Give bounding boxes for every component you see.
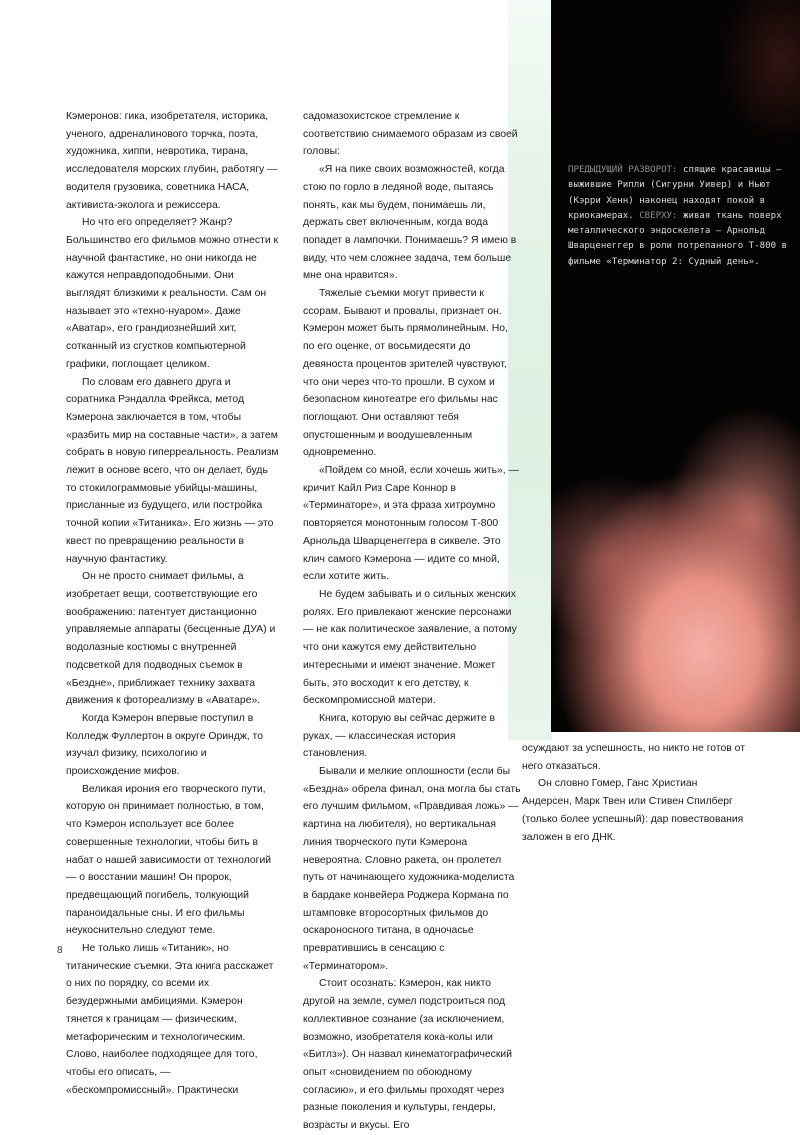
paragraph: По словам его давнего друга и соратника Рэндалла Фрейкса, метод Кэмерона заключается в том, чтобы «разбить мир на составные части», а затем собрать в новую гиперреальность. Реализм лежит в основе всего, что он делает, будь то стокилограммовые убийцы-машины, присланные из будущего, или постройка точной копии «Титаника». Его жизнь — это квест по превращению реальности в научную фантастику. [66, 376, 279, 565]
paragraph: Он не просто снимает фильмы, а изобретает вещи, соответствующие его воображению: патентует дистанционно управляемые аппараты (бесценные ДУА) и водолазные костюмы с внутренней подсветкой для подводных съемок в «Бездне», приближает технику захвата движения к фотореализму в «Аватаре». [66, 571, 276, 707]
paragraph: Великая ирония его творческого пути, которую он принимает полностью, в том, что Кэмерон использует все более совершенные технологии, чтобы бить в набат о нашей зависимости от технологий — о восстании машин! Он пророк, предвещающий погибель, толкующий параноидальные сны. И его фильмы неукоснительно следуют теме. [66, 783, 272, 937]
paragraph: Когда Кэмерон впервые поступил в Колледж Фуллертон в округе Ориндж, то изучал физику, психологию и происхождение мифов. [66, 712, 263, 778]
paragraph: «Я на пике своих возможностей, когда стою по горло в ледяной воде, пытаясь понять, как мы будем, понимаешь ли, держать свет включенным, когда вода попадет в лампочки. Понимаешь? Я имею в виду, что чем сложнее задача, тем больше мне она нравится». [303, 164, 517, 282]
paragraph: «Пойдем со мной, если хочешь жить», — кричит Кайл Риз Саре Коннор в «Терминаторе», и эта фраза хитроумно повторяется монотонным голосом Т-800 Арнольда Шварценеггера в сиквеле. Это клич самого Кэмерона — идите со мной, если хотите жить. [303, 465, 519, 583]
text-column-2 [303, 108, 521, 1135]
paragraph: Стоит осознать: Кэмерон, как никто другой на земле, сумел подстроиться под коллективное сознание (за исключением, возможно, изобретателя кока-колы или «Битлз»). Он назвал кинематографический опыт «сновидением по обоюдному согласию», и его фильмы проходят через разные поколения и культуры, гендеры, возрасты и вкусы. Его [303, 978, 512, 1132]
paragraph: Не будем забывать и о сильных женских ролях. Его привлекают женские персонажи — не как политическое заявление, а потому что они кажутся ему действительно интересными и имеют значение. Может быть, это восходит к его детству, к бескомпромиссной матери. [303, 588, 517, 707]
paragraph: Он словно Гомер, Ганс Христиан Андерсен, Марк Твен или Стивен Спилберг (только более успешный): дар повествования заложен в его ДНК. [522, 778, 744, 843]
paragraph: садомазохистское стремление к соответствию снимаемого образам из своей головы: [303, 111, 518, 158]
paragraph: Тяжелые съемки могут привести к ссорам. Бывают и провалы, признает он. Кэмерон может быть прямолинейным. Но, по его оценке, от восьмидесяти до девяноста процентов зрителей чувствуют, что они через что-то прошли. В сухом и безопасном кинотеатре его фильмы нас поглощают. Они оставляют тебя опустошенным и воодушевленным одновременно. [303, 288, 508, 459]
film-still-image [551, 0, 800, 732]
paragraph: Книга, которую вы сейчас держите в руках, — классическая история становления. [303, 712, 496, 760]
caption-label-previous: ПРЕДЫДУЩИЙ РАЗВОРОТ: [568, 165, 678, 175]
caption-text-previous: спящие красавицы – выжившие Рипли (Сигурни Уивер) и Ньют (Кэрри Хенн) наконец находят покой в криокамерах. [568, 165, 782, 221]
caption-text-above: живая ткань поверх металлического эндоскелета – Арнольд Шварценеггер в роли потрепанного Т-800 в фильме «Терминатор 2: Судный день». [568, 210, 787, 267]
paragraph: Не только лишь «Титаник», но титанические съемки. Эта книга расскажет о них по порядку, со всеми их безудержными амбициями. Кэмерон тянется к границам — физическим, метафорическим и технологическим. Слово, наиболее подходящее для того, чтобы его описать, — «бескомпромиссный». Практически [66, 943, 274, 1096]
page-number: 8 [57, 945, 63, 956]
text-column-1 [66, 108, 279, 1099]
paragraph: Бывали и мелкие оплошности (если бы «Бездна» обрела финал, она могла бы стать его лучшим фильмом, «Правдивая ложь» — картина на любителя), но вертикальная линия творческого пути Кэмерона невероятна. Словно ракета, он пролетел путь от начинающего художника-моделиста в бардаке конвейера Роджера Кормана по штамповке второсортных фильмов до оскароносного титана, в одночасье превратившись в сенсацию с «Терминатором». [303, 766, 521, 972]
paragraph: Но что его определяет? Жанр? Большинство его фильмов можно отнести к научной фантастике, но они никогда не кажутся неправдоподобными. Они выглядят близкими к реальности. Сам он называет это «техно-нуаром». Даже «Аватар», его грандиознейший хит, сотканный из сгустков компьютерной графики, поглощает целиком. [66, 217, 279, 370]
photo-caption [568, 163, 792, 270]
caption-label-above: СВЕРХУ: [639, 210, 678, 221]
paragraph: осуждают за успешность, но никто не готов от него отказаться. [522, 743, 745, 772]
paragraph: Кэмеронов: гика, изобретателя, историка, ученого, адреналинового торчка, поэта, художника, хиппи, невротика, тирана, исследователя морских глубин, работягу — водителя грузовика, советника НАСА, активиста-эколога и режиссера. [66, 111, 278, 211]
text-column-3 [522, 740, 747, 846]
